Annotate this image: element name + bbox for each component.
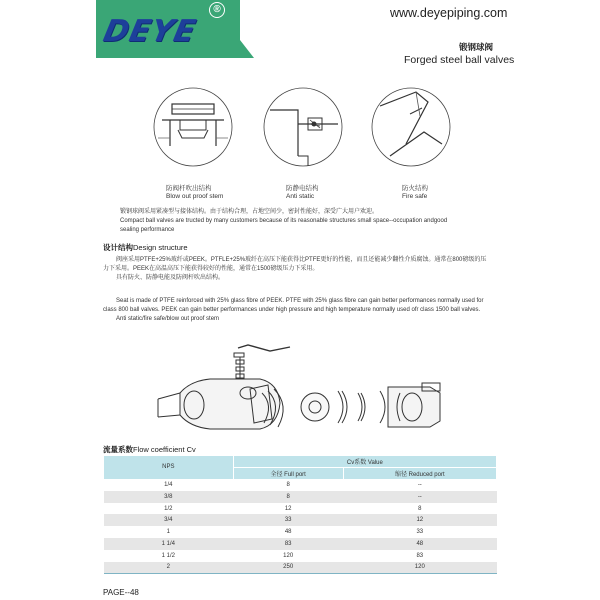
flow-coefficient-heading [103,444,196,455]
cell-reduced: -- [343,479,496,491]
caption-anti-static-cn: 防静电结构 [286,185,319,192]
cell-full: 33 [233,514,343,526]
col-header-nps: NPS [104,456,234,480]
design-text-en-line3: Anti static/fire safe/blow out proof stem [116,316,220,322]
cell-full: 250 [233,562,343,574]
caption-blow-out-en: Blow out proof stem [166,193,224,200]
blow-out-proof-stem-diagram [152,86,234,168]
design-text-cn-line2: 力下采用。PEEK在高温高压下能获得较好的性能，通常在1500磅级压力下采用。 [103,266,319,272]
cell-reduced: 12 [343,514,496,526]
cell-nps: 1 [104,526,234,538]
intro-text-en-line1: Compact ball valves are tructed by many customers because of its reasonable structures small space--occupation andgood [120,218,448,224]
cell-full: 12 [233,503,343,515]
cell-reduced: 83 [343,550,496,562]
design-text-cn-line3: 具有防火、防静电能及防阀杆吹出结构。 [116,275,225,281]
page-number: PAGE--48 [103,588,139,597]
cell-nps: 1/2 [104,503,234,515]
cell-nps: 1 1/2 [104,550,234,562]
table-row [104,479,497,491]
table-row [104,503,497,515]
exploded-valve-drawing [150,343,450,443]
cell-nps: 1 1/4 [104,538,234,550]
table-row [104,491,497,503]
cell-reduced: -- [343,491,496,503]
caption-fire-safe-cn: 防火结构 [402,185,428,192]
cell-full: 48 [233,526,343,538]
cell-reduced: 120 [343,562,496,574]
cell-full: 8 [233,479,343,491]
caption-anti-static-en: Anti static [286,193,315,200]
design-heading-en: Design structure [133,243,188,252]
product-title-en: Forged steel ball valves [404,54,515,66]
flow-title-en: Flow coefficient Cv [133,445,196,454]
product-title-cn: 锻钢球阀 [459,42,494,52]
cell-nps: 1/4 [104,479,234,491]
registered-mark: ® [209,2,225,18]
cell-nps: 3/4 [104,514,234,526]
cell-full: 8 [233,491,343,503]
cell-full: 120 [233,550,343,562]
design-structure-heading [103,242,188,253]
table-row [104,514,497,526]
logo-corner [240,40,254,58]
cell-nps: 2 [104,562,234,574]
cell-reduced: 48 [343,538,496,550]
fire-safe-diagram [370,86,452,168]
design-text-en-line1: Seat is made of PTFE reinforced with 25% glass fibre of PEEK. PTFE with 25% glass fibre can gain better performances normally used for [116,298,484,304]
website-url: www.deyepiping.com [390,6,508,20]
table-row [104,538,497,550]
brand-logo [96,0,256,60]
cell-full: 83 [233,538,343,550]
logo-wordmark: DEYE [100,14,200,49]
table-row [104,526,497,538]
caption-blow-out-cn: 防阀杆吹出结构 [166,185,212,192]
table-row [104,562,497,574]
design-heading-cn: 设计结构 [103,243,133,252]
intro-text-en-line2: sealing performance [120,227,175,233]
design-text-en-line2: class 800 ball valves. PEEK can gain better performances under high pressure and high temperature normally used ofr class 1500 ball valves. [103,307,481,313]
cell-reduced: 8 [343,503,496,515]
table-row [104,550,497,562]
col-header-full-port: 全径 Full port [233,467,343,479]
col-header-reduced-port: 缩径 Reduced port [343,467,496,479]
anti-static-diagram [262,86,344,168]
design-text-cn-line1: 阀座采用PTFE+25%玻纤或PEEK。PTFLE+25%玻纤在高压下能获得比PTFE更好的性能，而且还能减少翻性介质腐蚀。通常在800磅级的压 [116,257,487,263]
flow-coefficient-table [103,455,497,574]
col-header-cv: Cv系数 Value [233,456,496,468]
intro-text-cn: 锻钢球阀采用紧凑型与接体结构。由于结构合理，占地空间少，密封性能好，深受广大用户欢迎。 [120,209,379,215]
cell-reduced: 33 [343,526,496,538]
cell-nps: 3/8 [104,491,234,503]
caption-fire-safe-en: Fire safe [402,193,428,200]
flow-title-cn: 流量系数 [103,445,133,454]
